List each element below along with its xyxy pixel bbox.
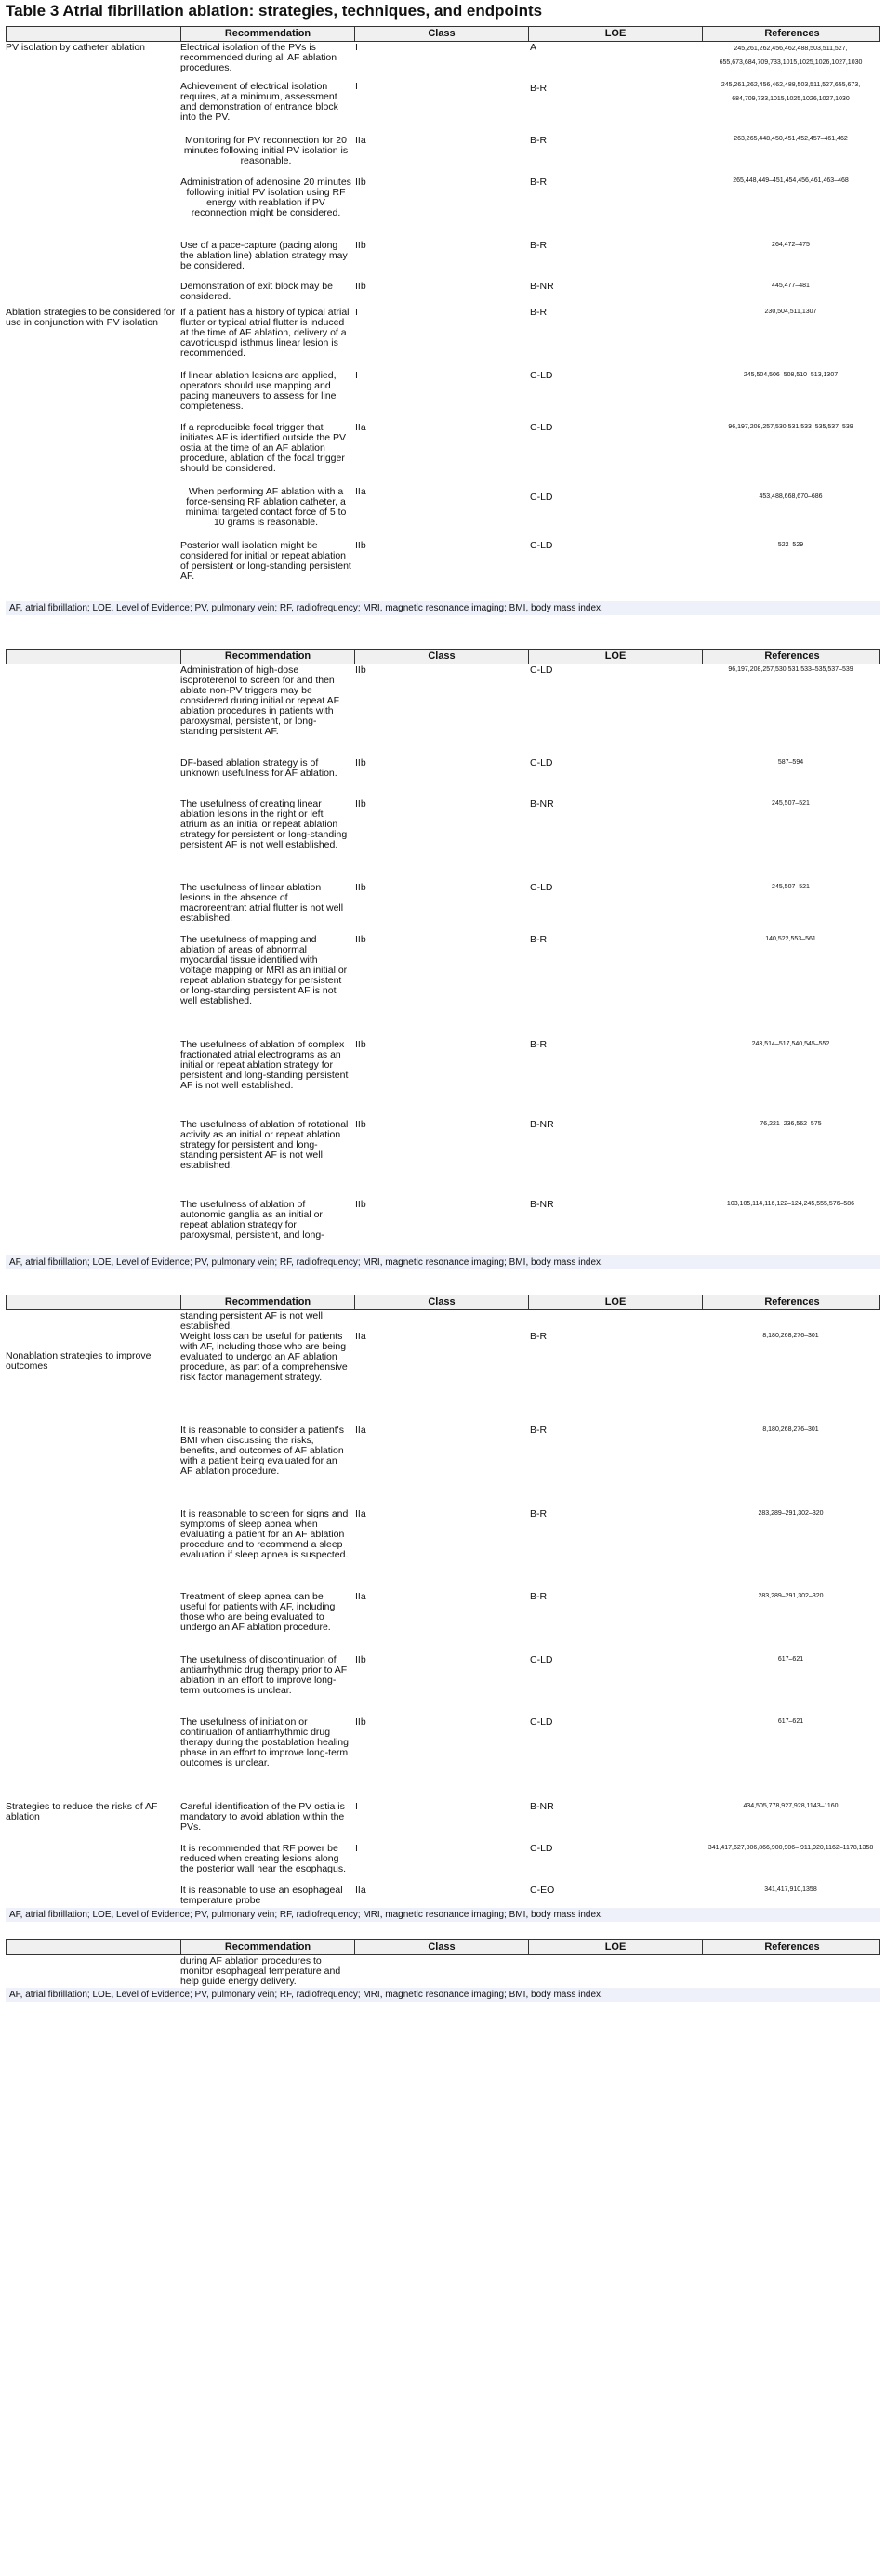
class-value: IIa	[355, 1885, 366, 1896]
references-value: 96,197,208,257,530,531,533–535,537–539	[728, 666, 853, 673]
references-value: 265,448,449–451,454,456,461,463–468	[733, 177, 849, 184]
references-value: 617–621	[777, 1718, 804, 1725]
class-value: I	[355, 1843, 358, 1854]
references-value: 522–529	[777, 542, 804, 548]
class-value: IIb	[355, 1039, 366, 1050]
loe-value: B-R	[530, 1425, 548, 1436]
recommendation-text: Monitoring for PV reconnection for 20 minutes following initial PV isolation is reasonable.	[183, 135, 349, 166]
recommendation-text: during AF ablation procedures to monitor esophageal temperature and help guide energy delivery.	[180, 1955, 341, 1987]
loe-value: C-LD	[530, 540, 553, 551]
header-recommendation: Recommendation	[180, 1940, 354, 1954]
table-block-3	[6, 1295, 880, 1920]
section-label: Strategies to reduce the risks of AF ablation	[6, 1801, 158, 1822]
recommendation-text: Posterior wall isolation might be considered for initial or repeat ablation of persistent or long-standing persistent AF.	[180, 540, 351, 582]
header-references: References	[702, 1295, 881, 1309]
references-value: 263,265,448,450,451,452,457–461,462	[734, 136, 848, 142]
recommendation-text: Electrical isolation of the PVs is recommended during all AF ablation procedures.	[180, 42, 337, 73]
recommendation-text: The usefulness of ablation of autonomic ganglia as an initial or repeat ablation strategy for paroxysmal, persistent, and long-	[180, 1199, 324, 1241]
recommendation-text: The usefulness of mapping and ablation of areas of abnormal myocardial tissue identified with voltage mapping or MRI as an initial or repeat ablation strategy for persistent or long-standing persistent AF is not well established.	[180, 934, 348, 1006]
loe-value: B-R	[530, 177, 548, 188]
references-value: 230,504,511,1307	[764, 309, 817, 315]
references-value: 245,504,506–508,510–513,1307	[743, 372, 839, 378]
recommendation-text: Treatment of sleep apnea can be useful for patients with AF, including those who are being evaluated to undergo an AF ablation procedure.	[180, 1591, 336, 1633]
header-class: Class	[354, 27, 528, 41]
class-value: IIb	[355, 934, 366, 945]
loe-value: B-R	[530, 307, 548, 318]
loe-value: C-LD	[530, 370, 553, 381]
references-value: 8,180,268,276–301	[762, 1426, 819, 1433]
references-value: 140,522,553–561	[765, 936, 816, 942]
class-value: I	[355, 370, 358, 381]
class-value: I	[355, 42, 358, 53]
recommendation-text: If a reproducible focal trigger that initiates AF is identified outside the PV ostia at the time of an AF ablation procedure, ablation of the focal trigger should be considered.	[180, 422, 347, 474]
references-value: 453,488,668,670–686	[759, 493, 823, 500]
table-footnote: AF, atrial fibrillation; LOE, Level of Evidence; PV, pulmonary vein; RF, radiofrequency; MRI, magnetic resonance imaging; BMI, body mass index.	[6, 1988, 880, 2002]
header-references: References	[702, 27, 881, 41]
references-value: 445,477–481	[772, 283, 810, 289]
table-footnote: AF, atrial fibrillation; LOE, Level of Evidence; PV, pulmonary vein; RF, radiofrequency; MRI, magnetic resonance imaging; BMI, body mass index.	[6, 1908, 880, 1922]
table-header-row	[6, 1295, 880, 1310]
loe-value: B-NR	[530, 798, 554, 809]
header-loe: LOE	[528, 1940, 702, 1954]
class-value: I	[355, 81, 358, 92]
recommendation-text: standing persistent AF is not well established.	[180, 1310, 323, 1332]
loe-value: C-LD	[530, 1843, 553, 1854]
class-value: IIb	[355, 664, 366, 676]
references-value: 245,507–521	[772, 800, 810, 807]
class-value: IIb	[355, 1119, 366, 1130]
recommendation-text: The usefulness of ablation of complex fractionated atrial electrograms as an initial or repeat ablation strategy for persistent and long-standing persistent AF is not well established.	[180, 1039, 349, 1091]
section-label: Nonablation strategies to improve outcomes	[6, 1350, 152, 1372]
recommendation-text: The usefulness of discontinuation of antiarrhythmic drug therapy prior to AF ablation in an effort to improve long-term outcomes is unclear.	[180, 1654, 348, 1696]
recommendation-text: Careful identification of the PV ostia is mandatory to avoid ablation within the PVs.	[180, 1801, 345, 1833]
loe-value: C-LD	[530, 1654, 553, 1665]
class-value: IIa	[355, 1508, 366, 1519]
loe-value: B-R	[530, 240, 548, 251]
loe-value: C-LD	[530, 422, 553, 433]
loe-value: C-LD	[530, 882, 553, 893]
references-value: 96,197,208,257,530,531,533–535,537–539	[728, 424, 853, 430]
loe-value: B-R	[530, 1331, 548, 1342]
recommendation-text: The usefulness of linear ablation lesions in the absence of macroreentrant atrial flutter is not well established.	[180, 882, 344, 924]
loe-value: C-LD	[530, 1716, 553, 1728]
table-header-row	[6, 1939, 880, 1955]
loe-value: C-EO	[530, 1885, 555, 1896]
loe-value: B-NR	[530, 1119, 554, 1130]
references-value: 283,289–291,302–320	[758, 1593, 824, 1599]
class-value: IIb	[355, 177, 366, 188]
loe-value: A	[530, 42, 537, 53]
recommendation-text: Achievement of electrical isolation requires, at a minimum, assessment and demonstration of entrance block into the PV.	[180, 81, 338, 123]
table-block-2	[6, 649, 880, 1268]
table-header-row	[6, 26, 880, 42]
header-references: References	[702, 1940, 881, 1954]
loe-value: B-NR	[530, 1801, 554, 1812]
class-value: IIa	[355, 486, 366, 497]
recommendation-text: If linear ablation lesions are applied, operators should use mapping and pacing maneuvers to assess for line completeness.	[180, 370, 337, 412]
references-value: 617–621	[777, 1656, 804, 1663]
references-value: 243,514–517,540,545–552	[751, 1041, 830, 1047]
loe-value: B-R	[530, 135, 548, 146]
class-value: IIb	[355, 798, 366, 809]
recommendation-text: Demonstration of exit block may be considered.	[180, 281, 333, 302]
loe-value: C-LD	[530, 492, 553, 503]
header-recommendation: Recommendation	[180, 1295, 354, 1309]
table-footnote: AF, atrial fibrillation; LOE, Level of Evidence; PV, pulmonary vein; RF, radiofrequency; MRI, magnetic resonance imaging; BMI, body mass index.	[6, 1255, 880, 1269]
class-value: I	[355, 1801, 358, 1812]
table-footnote: AF, atrial fibrillation; LOE, Level of Evidence; PV, pulmonary vein; RF, radiofrequency; MRI, magnetic resonance imaging; BMI, body mass index.	[6, 601, 880, 615]
recommendation-text: The usefulness of creating linear ablation lesions in the right or left atrium as an initial or repeat ablation strategy for persistent or long-standing persistent AF is not well established.	[180, 798, 348, 850]
class-value: IIa	[355, 1591, 366, 1602]
references-value: 341,417,627,806,866,900,906– 911,920,1162–1178,1358	[707, 1845, 874, 1851]
header-recommendation: Recommendation	[180, 650, 354, 664]
recommendation-text: It is reasonable to use an esophageal temperature probe	[180, 1885, 343, 1906]
references-value: 245,507–521	[772, 884, 810, 890]
table-block-1	[6, 26, 880, 613]
section-label: PV isolation by catheter ablation	[6, 42, 146, 53]
references-value: 76,221–236,562–575	[760, 1121, 822, 1127]
recommendation-text: If a patient has a history of typical atrial flutter or typical atrial flutter is induced at the time of AF ablation, delivery of a cavotricuspid isthmus linear lesion is recommended.	[180, 307, 350, 359]
loe-value: B-R	[530, 1508, 548, 1519]
class-value: IIb	[355, 1654, 366, 1665]
loe-value: C-LD	[530, 757, 553, 769]
recommendation-text: DF-based ablation strategy is of unknown usefulness for AF ablation.	[180, 757, 337, 779]
references-value: 283,289–291,302–320	[758, 1510, 824, 1517]
class-value: IIb	[355, 1199, 366, 1210]
recommendation-text: The usefulness of ablation of rotational activity as an initial or repeat ablation strategy for persistent and long-standing persistent AF is not well established.	[180, 1119, 349, 1171]
loe-value: B-NR	[530, 281, 554, 292]
loe-value: B-R	[530, 83, 548, 94]
loe-value: B-R	[530, 1591, 548, 1602]
class-value: IIa	[355, 1331, 366, 1342]
table-block-4	[6, 1939, 880, 2000]
references-value: 434,505,778,927,928,1143–1160	[743, 1803, 839, 1809]
class-value: IIb	[355, 240, 366, 251]
header-loe: LOE	[528, 1295, 702, 1309]
class-value: IIa	[355, 135, 366, 146]
references-value: 103,105,114,116,122–124,245,555,576–586	[726, 1201, 855, 1207]
recommendation-text: It is reasonable to consider a patient's BMI when discussing the risks, benefits, and outcomes of AF ablation with a patient being evaluated for an AF ablation procedure.	[180, 1425, 344, 1477]
references-value: 341,417,910,1358	[764, 1886, 817, 1893]
recommendation-text: Administration of high-dose isoproterenol to screen for and then ablate non-PV triggers may be considered during initial or repeat AF ablation procedures in patients with paroxysmal, persistent, or long-standing persistent AF.	[180, 664, 340, 737]
references-value: 264,472–475	[772, 242, 810, 248]
header-loe: LOE	[528, 650, 702, 664]
loe-value: B-NR	[530, 1199, 554, 1210]
table-title: Table 3 Atrial fibrillation ablation: strategies, techniques, and endpoints	[6, 2, 543, 20]
recommendation-text: Administration of adenosine 20 minutes following initial PV isolation using RF energy with reablation if PV reconnection might be considered.	[180, 177, 351, 218]
class-value: IIb	[355, 281, 366, 292]
recommendation-text: Weight loss can be useful for patients with AF, including those who are being evaluated to undergo an AF ablation procedure, as part of a comprehensive risk factor management strategy.	[180, 1331, 348, 1383]
class-value: I	[355, 307, 358, 318]
class-value: IIa	[355, 1425, 366, 1436]
class-value: IIb	[355, 882, 366, 893]
class-value: IIa	[355, 422, 366, 433]
header-class: Class	[354, 650, 528, 664]
references-value: 245,261,262,456,462,488,503,511,527,655,673, 684,709,733,1015,1025,1026,1027,1030	[721, 82, 861, 102]
loe-value: B-R	[530, 934, 548, 945]
references-value: 245,261,262,456,462,488,503,511,527, 655,673,684,709,733,1015,1025,1026,1027,1030	[719, 46, 863, 66]
references-value: 8,180,268,276–301	[762, 1333, 819, 1339]
header-recommendation: Recommendation	[180, 27, 354, 41]
loe-value: C-LD	[530, 664, 553, 676]
recommendation-text: The usefulness of initiation or continuation of antiarrhythmic drug therapy during the postablation healing phase in an effort to improve long-term outcomes is unclear.	[180, 1716, 349, 1768]
recommendation-text: It is reasonable to screen for signs and symptoms of sleep apnea when evaluating a patient for an AF ablation procedure and to recommend a sleep evaluation if sleep apnea is suspected.	[180, 1508, 349, 1560]
loe-value: B-R	[530, 1039, 548, 1050]
references-value: 587–594	[777, 759, 804, 766]
header-class: Class	[354, 1940, 528, 1954]
recommendation-text: When performing AF ablation with a force-sensing RF ablation catheter, a minimal targeted contact force of 5 to 10 grams is reasonable.	[185, 486, 347, 528]
header-class: Class	[354, 1295, 528, 1309]
section-label: Ablation strategies to be considered for use in conjunction with PV isolation	[6, 307, 176, 328]
recommendation-text: Use of a pace-capture (pacing along the ablation line) ablation strategy may be considered.	[180, 240, 348, 271]
class-value: IIb	[355, 540, 366, 551]
recommendation-text: It is recommended that RF power be reduced when creating lesions along the posterior wall near the esophagus.	[180, 1843, 347, 1874]
class-value: IIb	[355, 1716, 366, 1728]
header-loe: LOE	[528, 27, 702, 41]
header-references: References	[702, 650, 881, 664]
class-value: IIb	[355, 757, 366, 769]
